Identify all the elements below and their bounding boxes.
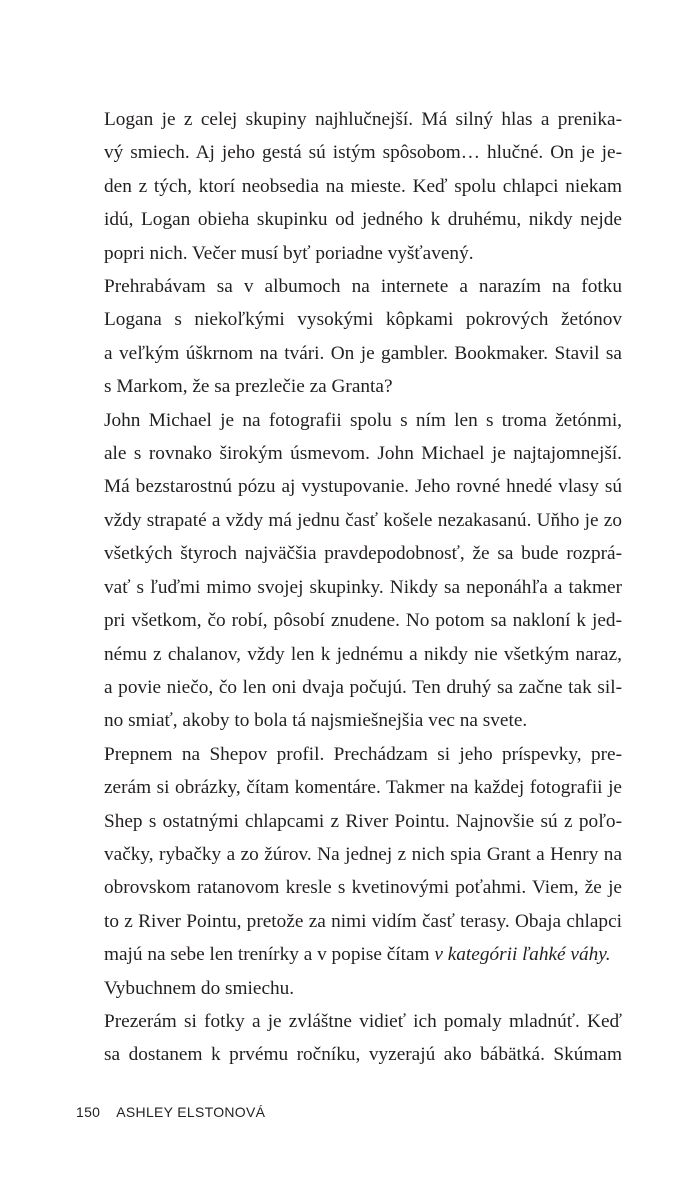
text-line [76,604,622,637]
text-line [76,805,622,838]
paragraph [76,972,622,1005]
text-line [76,972,622,1005]
line-text: den z tých, ktorí neobsedia na mieste. Keď spolu chlapci niekam [104,175,622,197]
text-line [76,671,622,704]
text-line [76,1005,622,1038]
line-text: s Markom, že sa prezlečie za Granta? [104,376,393,398]
line-text: zerám si obrázky, čítam komentáre. Takmer na každej fotografii je [104,777,622,799]
text-line [76,136,622,169]
text-line [76,738,622,771]
line-text: Vybuchnem do smiechu. [104,977,295,999]
page-number: 150 [76,1104,101,1120]
text-line [76,571,622,604]
line-text: ale s rovnako širokým úsmevom. John Michael je najtajomnejší. [104,443,622,465]
line-text: to z River Pointu, pretože za nimi vidím časť terasy. Obaja chlapci [104,910,622,932]
line-text: John Michael je na fotografii spolu s ním len s troma žetónmi, [104,409,622,431]
line-text: popri nich. Večer musí byť poriadne vyšťavený. [104,242,474,264]
line-text: Shep s ostatnými chlapcami z River Pointu. Najnovšie sú z poľo- [104,810,622,832]
text-line [76,270,622,303]
line-text: majú na sebe len trenírky a v popise čítam [104,944,435,966]
paragraph [76,1005,622,1072]
text-line [76,237,622,270]
line-text: vať s ľuďmi mimo svojej skupinky. Nikdy sa neponáhľa a takmer [104,576,622,598]
text-line [76,638,622,671]
text-line [76,905,622,938]
text-line [76,504,622,537]
line-text: Logan je z celej skupiny najhlučnejší. Má silný hlas a prenika- [104,109,622,130]
text-line [76,704,622,737]
line-text: Prehrabávam sa v albumoch na internete a narazím na fotku [104,276,622,298]
line-text: sa dostanem k prvému ročníku, vyzerajú ako bábätká. Skúmam [104,1044,622,1066]
text-line [76,1038,622,1071]
text-line [76,404,622,437]
text-line [76,337,622,370]
text-line [76,303,622,336]
line-text: obrovskom ratanovom kresle s kvetinovými poťahmi. Viem, že je [104,877,622,899]
line-text: Logana s niekoľkými vysokými kôpkami pokrových žetónov [104,309,622,331]
text-line [76,437,622,470]
line-text: Prezerám si fotky a je zvláštne vidieť ich pomaly mladnúť. Keď [104,1010,622,1032]
line-text: idú, Logan obieha skupinku od jedného k druhému, nikdy nejde [104,209,622,231]
line-text: a povie niečo, čo len oni dvaja počujú. Ten druhý sa začne tak sil- [104,676,622,698]
paragraph [76,270,622,404]
text-line [76,871,622,904]
text-line [76,370,622,403]
text-line [76,537,622,570]
line-text: Prepnem na Shepov profil. Prechádzam si jeho príspevky, pre- [104,743,622,765]
line-text: a veľkým úškrnom na tvári. On je gambler. Bookmaker. Stavil sa [104,342,622,364]
text-line [76,771,622,804]
text-line [76,170,622,203]
line-text: Má bezstarostnú pózu aj vystupovanie. Jeho rovné hnedé vlasy sú [104,476,622,498]
paragraph [76,404,622,738]
italic-phrase: v kategórii ľahké váhy. [434,944,611,966]
paragraph [76,738,622,972]
text-line [76,938,622,971]
line-text: vždy strapaté a vždy má jednu časť košele nezakasanú. Uňho je zo [104,509,622,531]
text-line [76,203,622,236]
page-body [76,103,622,1072]
text-line [76,838,622,871]
line-text: nému z chalanov, vždy len k jednému a nikdy nie všetkým naraz, [104,643,622,665]
line-text: pri všetkom, čo robí, pôsobí znudene. No potom sa nakloní k jed- [104,610,622,632]
line-text: všetkých štyroch najväčšia pravdepodobnosť, že sa bude rozprá- [104,543,622,565]
text-line [76,103,622,136]
running-footer [76,1104,265,1120]
line-text: no smiať, akoby to bola tá najsmiešnejšia vec na svete. [104,710,528,732]
paragraph [76,103,622,270]
author-name: ASHLEY ELSTONOVÁ [116,1104,266,1120]
line-text: vačky, rybačky a zo žúrov. Na jednej z nich spia Grant a Henry na [104,843,622,865]
line-text: vý smiech. Aj jeho gestá sú istým spôsobom… hlučné. On je je- [104,142,622,164]
text-line [76,470,622,503]
